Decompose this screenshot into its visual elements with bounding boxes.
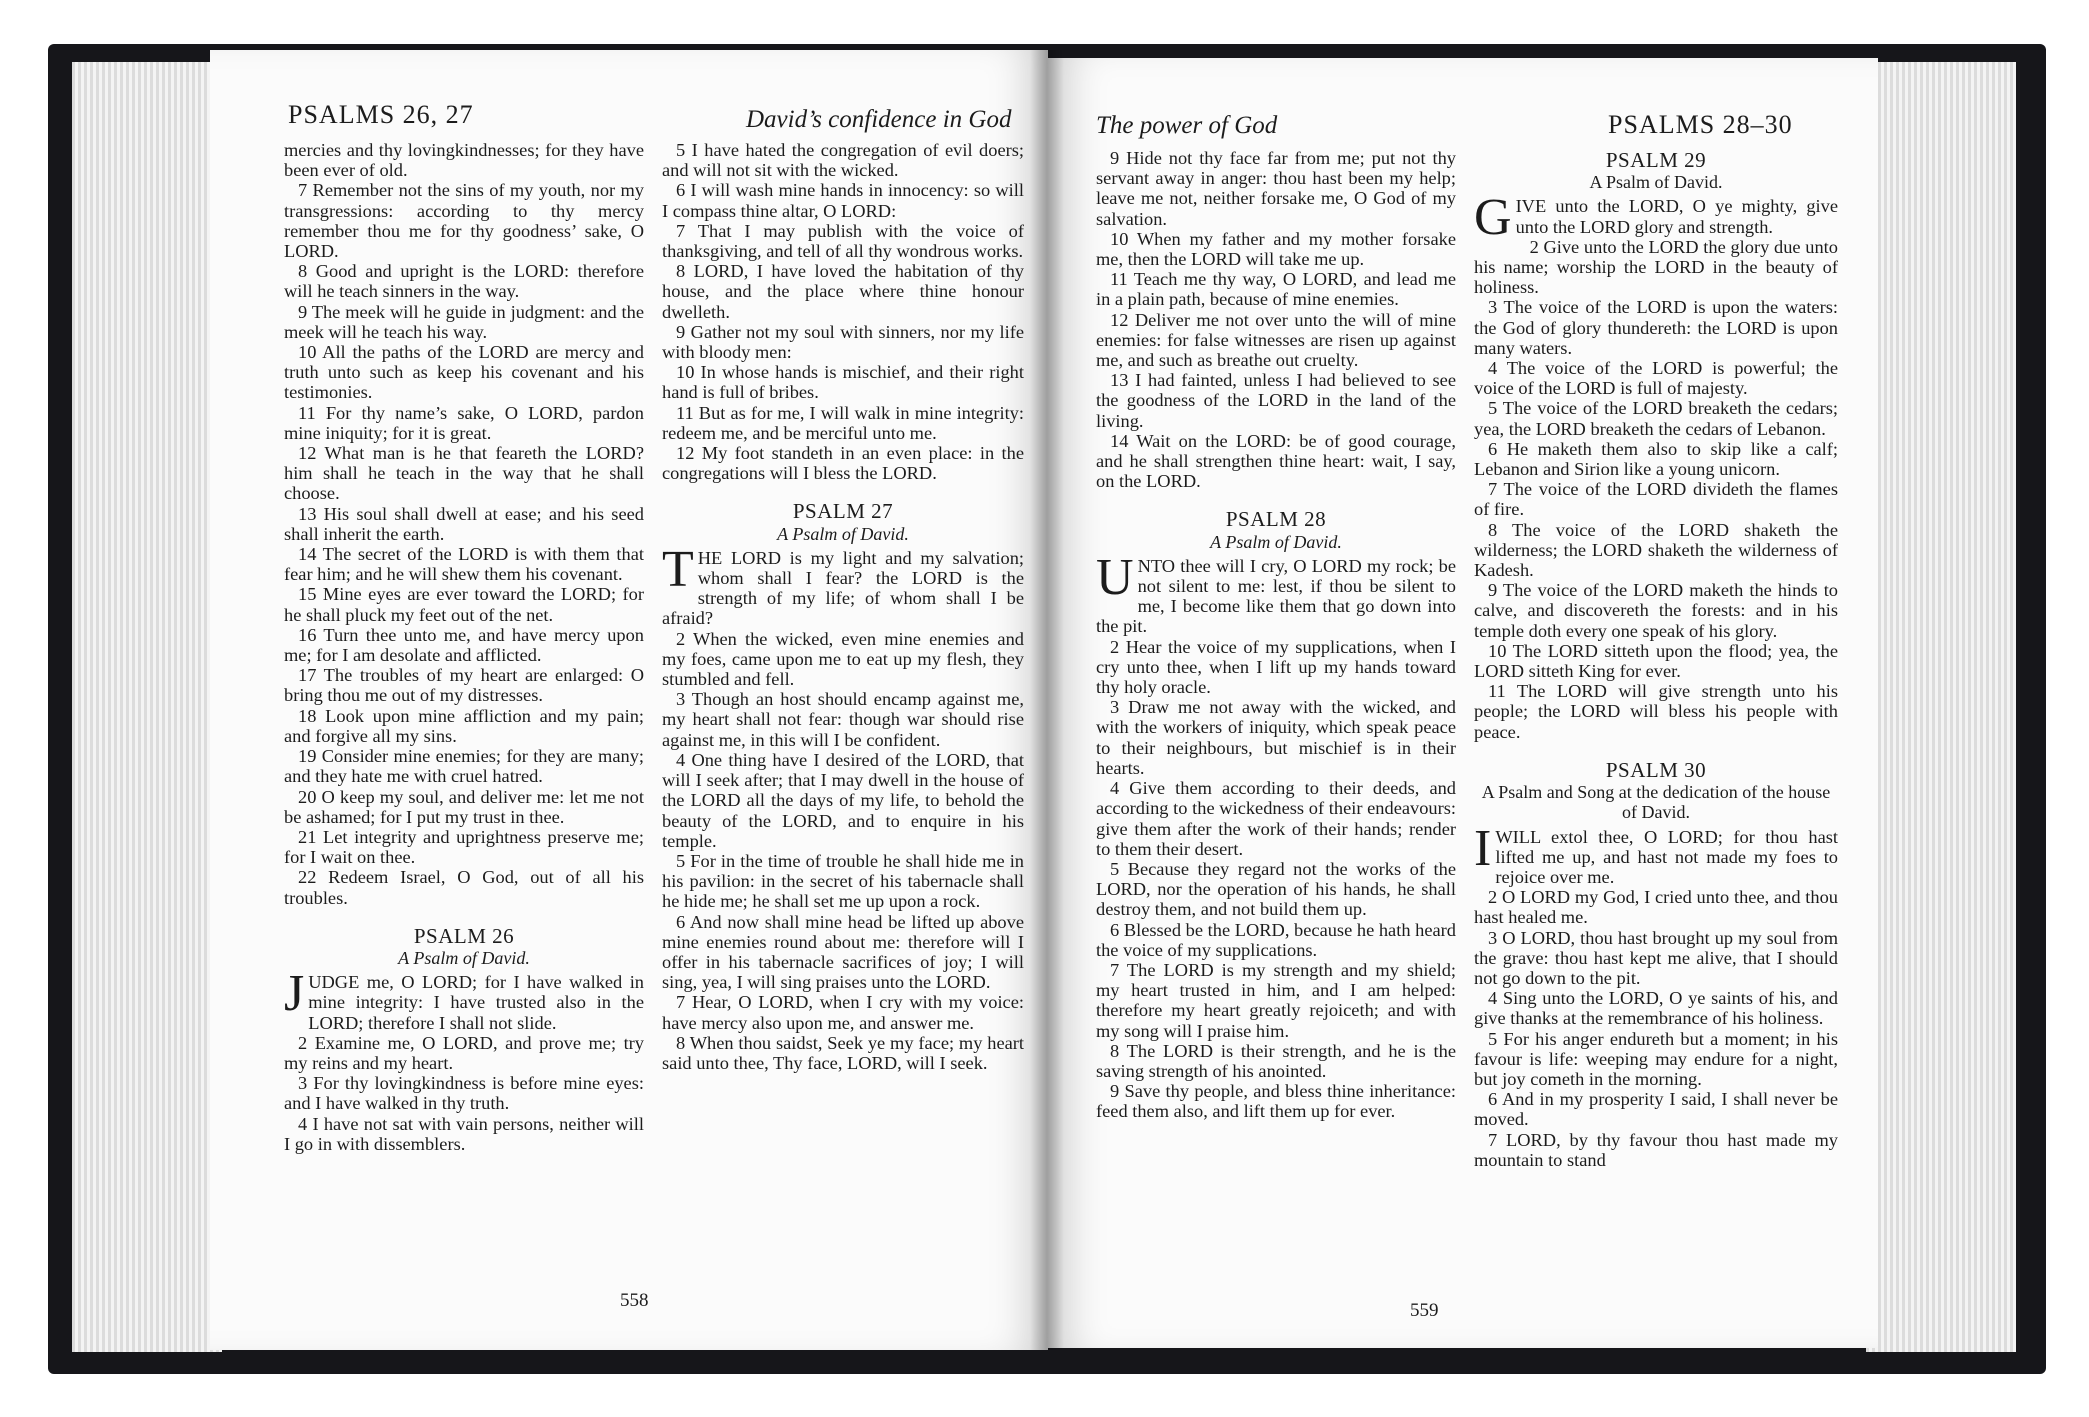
verse: 6 I will wash mine hands in innocency: so will I compass thine altar, O LORD: — [662, 180, 1024, 221]
running-title: The power of God — [1096, 112, 1278, 139]
verse: 2 Give unto the LORD the glory due unto his name; worship the LORD in the beauty of holiness. — [1474, 236, 1838, 298]
verse: 4 One thing have I desired of the LORD, that will I seek after; that I may dwell in the house of the LORD all the days of my life, to behold the beauty of the LORD, and to enquire in his temple. — [662, 749, 1024, 851]
verse: 9 The meek will he guide in judgment: and the meek will he teach his way. — [284, 301, 644, 342]
page-edges-right — [1866, 62, 2016, 1352]
verse: 2 Examine me, O LORD, and prove me; try my reins and my heart. — [284, 1032, 644, 1073]
verse: 9 Save thy people, and bless thine inheritance: feed them also, and lift them up for ever. — [1096, 1081, 1456, 1122]
drop-cap: U — [1096, 548, 1134, 606]
verse: mercies and thy lovingkindnesses; for they have been ever of old. — [284, 140, 644, 181]
verse — [1474, 189, 1838, 247]
verse: 21 Let integrity and uprightness preserve me; for I wait on thee. — [284, 826, 644, 868]
drop-cap: I — [1474, 819, 1492, 877]
verse: 7 That I may publish with the voice of thanksgiving, and tell of all thy wondrous works. — [662, 220, 1024, 262]
verse: 6 He maketh them also to skip like a calf; Lebanon and Sirion like a young unicorn. — [1474, 438, 1838, 480]
verse-text: NTO thee will I cry, O LORD my rock; be not silent to me: lest, if thou be silent to me, I become like them that go down into the pit. — [1096, 555, 1456, 637]
running-title: David’s confidence in God — [746, 106, 1012, 133]
verse: 8 The voice of the LORD shaketh the wilderness; the LORD shaketh the wilderness of Kadesh. — [1474, 519, 1838, 581]
psalm-subtitle: A Psalm of David. — [1210, 531, 1342, 552]
psalm-subtitle: A Psalm of David. — [1589, 172, 1723, 193]
drop-cap: T — [662, 540, 694, 598]
verse: 12 My foot standeth in an even place: in the congregations will I bless the LORD. — [662, 443, 1024, 484]
verse — [1096, 548, 1456, 637]
verse: 11 The LORD will give strength unto his people; the LORD will bless his people with peace. — [1474, 681, 1838, 742]
verse: 3 The voice of the LORD is upon the waters: the God of glory thundereth: the LORD is upon many waters. — [1474, 297, 1838, 358]
right-page — [1048, 58, 1878, 1348]
verse-text: IVE unto the LORD, O ye mighty, give unto the LORD glory and strength. — [1515, 196, 1838, 237]
verse: 5 For his anger endureth but a moment; in his favour is life: weeping may endure for a night, but joy cometh in the morning. — [1474, 1028, 1838, 1089]
verse: 5 Because they regard not the works of the LORD, nor the operation of his hands, he shall destroy them, and not build them up. — [1096, 858, 1456, 920]
verse: 7 Remember not the sins of my youth, nor my transgressions: according to thy mercy remember thou me for thy goodness’ sake, O LORD. — [284, 180, 644, 262]
verse: 4 The voice of the LORD is powerful; the voice of the LORD is full of majesty. — [1474, 358, 1838, 399]
verse: 10 When my father and my mother forsake me, then the LORD will take me up. — [1096, 228, 1456, 270]
psalm-heading: PSALM 26 — [413, 923, 515, 948]
verse — [284, 965, 644, 1033]
verse: 10 The LORD sitteth upon the flood; yea, the LORD sitteth King for ever. — [1474, 640, 1838, 682]
verse: 4 Give them according to their deeds, and according to the wickedness of their endeavours: give them after the work of their hands; render to them their desert. — [1096, 778, 1456, 859]
psalm-subtitle: A Psalm and Song at the dedication of the house of David. — [1481, 782, 1831, 823]
verse — [662, 540, 1024, 629]
verse: 4 I have not sat with vain persons, neither will I go in with dissemblers. — [284, 1113, 644, 1154]
verse: 5 I have hated the congregation of evil doers; and will not sit with the wicked. — [662, 140, 1024, 181]
running-head: PSALMS 28–30 — [1608, 110, 1793, 139]
verse: 18 Look upon mine affliction and my pain; and forgive all my sins. — [284, 705, 644, 746]
verse: 9 Hide not thy face far from me; put not thy servant away in anger: thou hast been my help; leave me not, neither forsake me, O God of my salvation. — [1096, 148, 1456, 229]
verse: 10 All the paths of the LORD are mercy and truth unto such as keep his covenant and his testimonies. — [284, 342, 644, 403]
verse: 8 When thou saidst, Seek ye my face; my heart said unto thee, Thy face, LORD, will I seek. — [662, 1032, 1024, 1073]
verse: 7 The LORD is my strength and my shield; my heart trusted in him, and I am helped: therefore my heart greatly rejoiceth; and with my song will I praise him. — [1096, 959, 1456, 1041]
verse: 9 Gather not my soul with sinners, nor my life with bloody men: — [662, 321, 1024, 363]
verse-text: HE LORD is my light and my salvation; whom shall I fear? the LORD is the strength of my life; of whom shall I be afraid? — [662, 547, 1024, 629]
page-number: 559 — [1410, 1300, 1439, 1321]
verse: 20 O keep my soul, and deliver me: let me not be ashamed; for I put my trust in thee. — [284, 786, 644, 827]
verse: 13 I had fainted, unless I had believed to see the goodness of the LORD in the land of the living. — [1096, 370, 1456, 431]
psalm-subtitle: A Psalm of David. — [777, 523, 909, 544]
verse: 2 O LORD my God, I cried unto thee, and thou hast healed me. — [1474, 887, 1838, 928]
psalm-heading: PSALM 27 — [792, 499, 894, 524]
verse: 2 Hear the voice of my supplications, when I cry unto thee, when I lift up my hands toward thy holy oracle. — [1096, 636, 1456, 698]
psalm-heading: PSALM 29 — [1605, 148, 1707, 172]
psalm-heading: PSALM 30 — [1605, 757, 1707, 782]
psalm-heading: PSALM 28 — [1225, 507, 1327, 532]
drop-cap: J — [284, 965, 305, 1023]
verse: 6 And in my prosperity I said, I shall never be moved. — [1474, 1089, 1838, 1130]
verse: 7 Hear, O LORD, when I cry with my voice: have mercy also upon me, and answer me. — [662, 992, 1024, 1033]
verse: 12 What man is he that feareth the LORD? him shall he teach in the way that he shall choose. — [284, 443, 644, 504]
left-column-1 — [284, 140, 644, 1154]
page-edges-left — [72, 62, 222, 1352]
verse: 5 The voice of the LORD breaketh the cedars; yea, the LORD breaketh the cedars of Lebanon. — [1474, 398, 1838, 439]
running-head: PSALMS 26, 27 — [288, 100, 474, 129]
psalm-subtitle: A Psalm of David. — [398, 947, 530, 968]
verse: 3 Draw me not away with the wicked, and with the workers of iniquity, which speak peace to their neighbours, but mischief is in their hearts. — [1096, 697, 1456, 778]
page-number: 558 — [620, 1290, 649, 1311]
drop-cap: G — [1474, 189, 1512, 247]
verse: 2 When the wicked, even mine enemies and my foes, came upon me to eat up my flesh, they stumbled and fell. — [662, 628, 1024, 690]
verse: 8 Good and upright is the LORD: therefore will he teach sinners in the way. — [284, 261, 644, 302]
right-column-1 — [1096, 148, 1456, 1122]
left-page — [210, 50, 1048, 1350]
verse: 3 For thy lovingkindness is before mine eyes: and I have walked in thy truth. — [284, 1073, 644, 1114]
verse: 8 The LORD is their strength, and he is the saving strength of his anointed. — [1096, 1040, 1456, 1081]
verse — [1474, 819, 1838, 888]
verse: 14 Wait on the LORD: be of good courage, and he shall strengthen thine heart: wait, I say, on the LORD. — [1096, 430, 1456, 492]
right-column-2 — [1474, 148, 1838, 1170]
verse: 11 But as for me, I will walk in mine integrity: redeem me, and be merciful unto me. — [662, 402, 1024, 443]
verse: 5 For in the time of trouble he shall hide me in his pavilion: in the secret of his tabernacle shall he hide me; he shall set me up upon a rock. — [662, 850, 1024, 912]
verse: 6 And now shall mine head be lifted up above mine enemies round about me: therefore will I offer in his tabernacle sacrifices of joy; I will sing, yea, I will sing praises unto the LORD. — [662, 911, 1024, 993]
verse: 7 The voice of the LORD divideth the flames of fire. — [1474, 479, 1838, 520]
verse: 9 The voice of the LORD maketh the hinds to calve, and discovereth the forests: and in his temple doth every one speak of his glory. — [1474, 580, 1838, 641]
verse: 16 Turn thee unto me, and have mercy upon me; for I am desolate and afflicted. — [284, 624, 644, 666]
verse: 3 Though an host should encamp against me, my heart shall not fear: though war should rise against me, in this will I be confident. — [662, 689, 1024, 750]
verse-text: UDGE me, O LORD; for I have walked in mine integrity: I have trusted also in the LORD; therefore I shall not slide. — [308, 972, 644, 1033]
verse: 14 The secret of the LORD is with them that fear him; and he will shew them his covenant. — [284, 544, 644, 585]
verse-text: WILL extol thee, O LORD; for thou hast lifted me up, and hast not made my foes to rejoice over me. — [1495, 826, 1838, 887]
verse: 10 In whose hands is mischief, and their right hand is full of bribes. — [662, 362, 1024, 403]
verse: 7 LORD, by thy favour thou hast made my mountain to stand — [1474, 1129, 1838, 1170]
left-column-2 — [662, 140, 1024, 1073]
verse: 6 Blessed be the LORD, because he hath heard the voice of my supplications. — [1096, 919, 1456, 960]
verse: 11 For thy name’s sake, O LORD, pardon mine iniquity; for it is great. — [284, 402, 644, 443]
verse: 4 Sing unto the LORD, O ye saints of his, and give thanks at the remembrance of his holiness. — [1474, 988, 1838, 1029]
verse: 13 His soul shall dwell at ease; and his seed shall inherit the earth. — [284, 503, 644, 544]
verse: 15 Mine eyes are ever toward the LORD; for he shall pluck my feet out of the net. — [284, 584, 644, 625]
verse: 8 LORD, I have loved the habitation of thy house, and the place where thine honour dwelleth. — [662, 261, 1024, 322]
book-spine-shadow — [1030, 50, 1064, 1350]
verse: 22 Redeem Israel, O God, out of all his troubles. — [284, 867, 644, 908]
verse: 3 O LORD, thou hast brought up my soul from the grave: thou hast kept me alive, that I should not go down to the pit. — [1474, 927, 1838, 988]
verse: 11 Teach me thy way, O LORD, and lead me in a plain path, because of mine enemies. — [1096, 269, 1456, 310]
verse: 19 Consider mine enemies; for they are many; and they hate me with cruel hatred. — [284, 746, 644, 787]
verse: 17 The troubles of my heart are enlarged: O bring thou me out of my distresses. — [284, 665, 644, 706]
verse: 12 Deliver me not over unto the will of mine enemies: for false witnesses are risen up against me, and such as breathe out cruelty. — [1096, 309, 1456, 371]
